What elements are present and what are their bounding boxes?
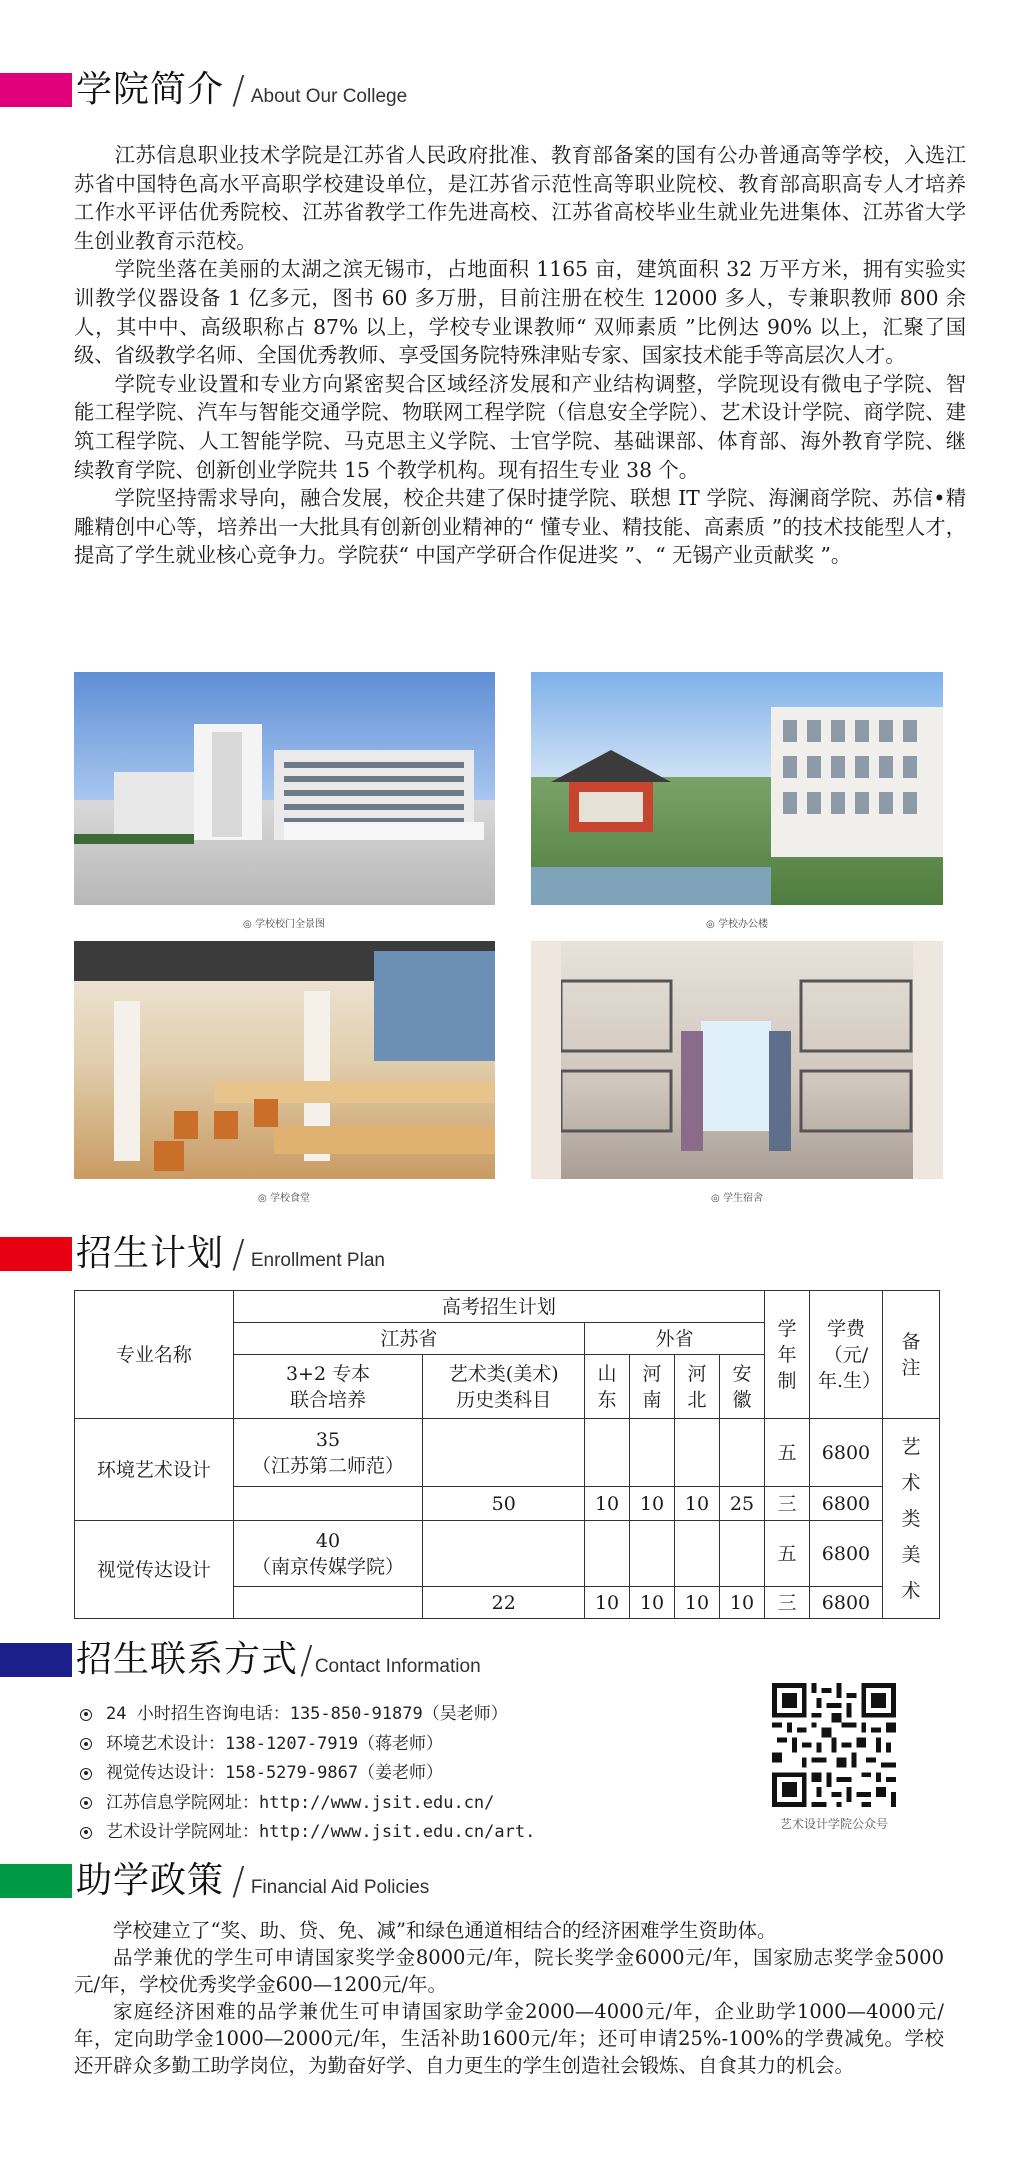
table-cell <box>630 1521 675 1587</box>
header-major: 专业名称 <box>75 1291 234 1419</box>
section-title-en: Contact Information <box>314 1656 481 1677</box>
aid-paragraph: 学校建立了“奖、助、贷、免、减”和绿色通道相结合的经济困难学生资助体。 <box>113 1919 777 1942</box>
office-building-photo <box>531 672 943 905</box>
table-cell-fee: 6800 <box>809 1419 882 1487</box>
dormitory-illustration <box>531 941 943 1179</box>
header-jiangsu: 江苏省 <box>233 1323 584 1355</box>
header-years: 学年制 <box>765 1291 810 1419</box>
photo-caption: ◎ 学生宿舍 <box>711 1193 763 1204</box>
contact-visual-design[interactable]: 视觉传达设计：158-5279-9867（姜老师） <box>106 1763 444 1783</box>
table-cell-anhui: 10 <box>720 1587 765 1619</box>
bullet-icon <box>80 1709 92 1721</box>
header-joint-line2: 联合培养 <box>290 1388 367 1411</box>
header-art-class <box>423 1355 585 1419</box>
canteen-illustration <box>74 941 495 1179</box>
section-title-en: Financial Aid Policies <box>250 1877 430 1898</box>
header-henan: 河南 <box>630 1355 675 1419</box>
table-cell <box>585 1419 630 1487</box>
table-cell-shandong: 10 <box>585 1587 630 1619</box>
section-header-aid <box>0 1859 429 1903</box>
canteen-photo <box>74 941 495 1179</box>
table-cell-hebei: 10 <box>675 1587 720 1619</box>
table-cell <box>233 1587 423 1619</box>
office-building-illustration <box>531 672 943 905</box>
aid-paragraph: 品学兼优的学生可申请国家奖学金8000元/年，院长奖学金6000元/年，国家励志奖学金5000元/年，学校优秀奖学金600—1200元/年。 <box>74 1946 944 1996</box>
section-color-bar <box>0 1643 72 1677</box>
table-cell-fee: 6800 <box>809 1521 882 1587</box>
section-color-bar <box>0 1864 72 1898</box>
contact-list <box>80 1700 535 1848</box>
header-outside: 外省 <box>585 1323 765 1355</box>
slash-divider: / <box>232 1859 245 1903</box>
header-plan: 高考招生计划 <box>233 1291 764 1323</box>
table-cell-years: 三 <box>765 1587 810 1619</box>
bullet-icon <box>80 1738 92 1750</box>
photo-caption: ◎ 学校校门全景图 <box>243 919 325 930</box>
section-title-cn: 助学政策 <box>76 1860 225 1901</box>
table-cell-years: 三 <box>765 1487 810 1521</box>
intro-paragraph: 江苏信息职业技术学院是江苏省人民政府批准、教育部备案的国有公办普通高等学校，入选江苏省中国特色高水平高职学校建设单位，是江苏省示范性高等职业院校、教育部高职高专人才培养工作水平评估优秀院校、江苏省教学工作先进高校、江苏省高校毕业生就业先进集体、江苏省大学生创业教育示范校。 <box>74 143 966 253</box>
aid-paragraph: 家庭经济困难的品学兼优生可申请国家助学金2000—4000元/年，企业助学1000—4000元/年，定向助学金1000—2000元/年，生活补助1600元/年；还可申请25%-100%的学费减免。学校还开辟众多勤工助学岗位，为勤奋好学、自力更生的学生创造社会锻炼、自食其力的机会。 <box>74 2000 944 2077</box>
section-header-about <box>0 68 407 112</box>
campus-gate-photo <box>74 672 495 905</box>
qr-caption: 艺术设计学院公众号 <box>779 1817 888 1831</box>
contact-item <box>80 1789 535 1819</box>
header-fee: 学费（元/年.生） <box>809 1291 882 1419</box>
contact-hotline[interactable]: 24 小时招生咨询电话：135-850-91879（吴老师） <box>106 1704 508 1724</box>
joint-school: （南京传媒学院） <box>252 1555 405 1578</box>
section-color-bar <box>0 73 72 107</box>
intro-paragraph: 学院坐落在美丽的太湖之滨无锡市，占地面积 1165 亩，建筑面积 32 万平方米，拥有实验实训教学仪器设备 1 亿多元，图书 60 多万册，目前注册在校生 12000 多人，专兼职教师 800 余人，其中中、高级职称占 87% 以上，学校专业课教师“ 双师素质 ”比例达 90% 以上，汇聚了国级、省级教学名师、全国优秀教师、享受国务院特殊津贴专家、国家技术能手等高层次人才。 <box>74 257 966 368</box>
table-cell-joint <box>233 1419 423 1487</box>
header-anhui: 安徽 <box>720 1355 765 1419</box>
header-note: 备注 <box>882 1291 939 1419</box>
table-cell-years: 五 <box>765 1521 810 1587</box>
contact-env-design[interactable]: 环境艺术设计：138-1207-7919（蒋老师） <box>106 1733 444 1754</box>
section-header-enrollment <box>0 1232 385 1276</box>
note-text: 艺术类美术 <box>901 1435 921 1602</box>
intro-paragraph: 学院坚持需求导向，融合发展，校企共建了保时捷学院、联想 IT 学院、海澜商学院、苏信•精雕精创中心等，培养出一大批具有创新创业精神的“ 懂专业、精技能、高素质 ”的技术技能型人才，提高了学生就业核心竞争力。学院获“ 中国产学研合作促进奖 ”、“ 无锡产业贡献奖 ”。 <box>74 486 966 568</box>
table-cell-major: 视觉传达设计 <box>75 1521 234 1619</box>
qr-code-icon[interactable] <box>772 1683 896 1807</box>
art-school-website-link[interactable]: 艺术设计学院网址：http://www.jsit.edu.cn/art. <box>106 1822 536 1842</box>
intro-paragraph: 学院专业设置和专业方向紧密契合区域经济发展和产业结构调整，学院现设有微电子学院、智能工程学院、汽车与智能交通学院、物联网工程学院（信息安全学院）、艺术设计学院、商学院、建筑工程学院、人工智能学院、马克思主义学院、士官学院、基础课部、体育部、海外教育学院、继续教育学院、创新创业学院共 15 个教学机构。现有招生专业 38 个。 <box>74 371 966 482</box>
table-cell <box>720 1419 765 1487</box>
table-cell-shandong: 10 <box>585 1487 630 1521</box>
enrollment-table <box>74 1290 940 1619</box>
header-joint-line1: 3+2 专本 <box>285 1362 371 1385</box>
table-cell <box>720 1521 765 1587</box>
table-cell <box>585 1521 630 1587</box>
section-header-contact <box>0 1638 481 1682</box>
header-shandong: 山东 <box>585 1355 630 1419</box>
table-cell-fee: 6800 <box>809 1587 882 1619</box>
header-art-line2: 历史类科目 <box>456 1388 552 1411</box>
section-title-cn: 学院简介 <box>76 69 225 110</box>
joint-count: 35 <box>315 1428 341 1451</box>
table-cell <box>423 1419 585 1487</box>
contact-item <box>80 1818 535 1848</box>
table-cell-joint <box>233 1521 423 1587</box>
college-website-link[interactable]: 江苏信息学院网址：http://www.jsit.edu.cn/ <box>106 1792 495 1813</box>
table-cell <box>233 1487 423 1521</box>
table-cell-years: 五 <box>765 1419 810 1487</box>
table-cell-henan: 10 <box>630 1487 675 1521</box>
section-color-bar <box>0 1237 72 1271</box>
bullet-icon <box>80 1768 92 1780</box>
bullet-icon <box>80 1827 92 1839</box>
slash-divider: / <box>300 1638 313 1682</box>
section-title-en: About Our College <box>250 86 408 107</box>
table-cell-hebei: 10 <box>675 1487 720 1521</box>
table-cell-henan: 10 <box>630 1587 675 1619</box>
college-intro <box>74 141 966 570</box>
contact-item <box>80 1700 535 1730</box>
section-title-cn: 招生联系方式 <box>76 1639 299 1680</box>
table-cell <box>675 1521 720 1587</box>
table-cell-art: 50 <box>423 1487 585 1521</box>
section-title-cn: 招生计划 <box>76 1233 225 1274</box>
contact-item <box>80 1730 535 1760</box>
photo-caption: ◎ 学校食堂 <box>258 1193 310 1204</box>
section-title-en: Enrollment Plan <box>250 1250 385 1271</box>
table-cell-major: 环境艺术设计 <box>75 1419 234 1521</box>
header-art-line1: 艺术类(美术) <box>448 1362 559 1385</box>
table-cell-fee: 6800 <box>809 1487 882 1521</box>
table-cell <box>675 1419 720 1487</box>
slash-divider: / <box>232 68 245 112</box>
aid-text <box>74 1917 944 2079</box>
joint-count: 40 <box>315 1529 341 1552</box>
table-cell-anhui: 25 <box>720 1487 765 1521</box>
table-cell <box>630 1419 675 1487</box>
dormitory-photo <box>531 941 943 1179</box>
slash-divider: / <box>232 1232 245 1276</box>
bullet-icon <box>80 1797 92 1809</box>
table-cell-art: 22 <box>423 1587 585 1619</box>
header-joint-training <box>233 1355 423 1419</box>
photo-caption: ◎ 学校办公楼 <box>706 919 768 930</box>
table-cell <box>423 1521 585 1587</box>
header-hebei: 河北 <box>675 1355 720 1419</box>
joint-school: （江苏第二师范） <box>252 1454 405 1477</box>
contact-item <box>80 1759 535 1789</box>
campus-gate-illustration <box>74 672 495 905</box>
table-cell-note <box>882 1419 939 1619</box>
